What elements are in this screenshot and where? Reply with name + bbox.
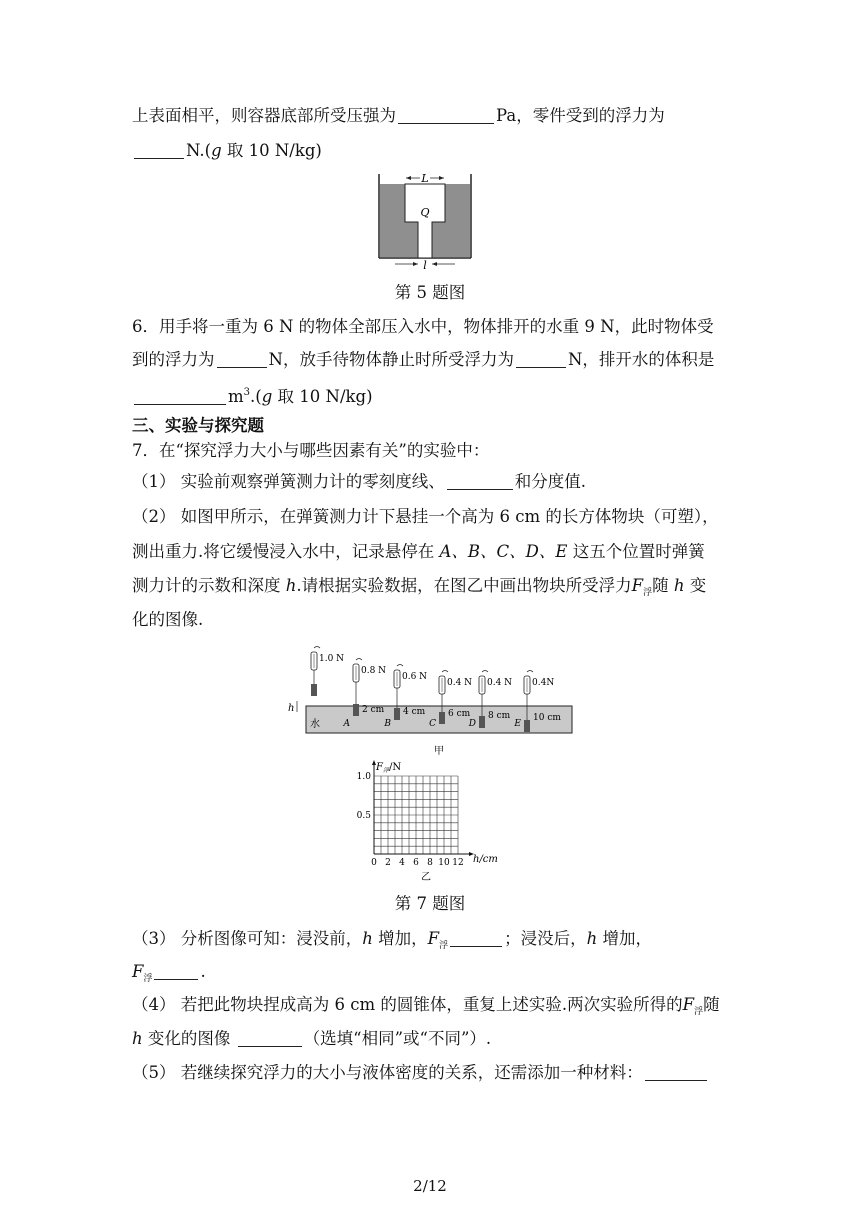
- q7-part-1: [132, 470, 586, 494]
- depth-label: 2 cm: [362, 705, 385, 715]
- answer-blank[interactable]: [134, 140, 184, 159]
- x-tick-label: 12: [452, 858, 464, 868]
- q7-part-2-line-1: （2） 如图甲所示，在弹簧测力计下悬挂一个高为 6 cm 的长方体物块（可塑），: [132, 507, 719, 526]
- q7-part-5: [132, 1061, 709, 1085]
- position-label: D: [468, 719, 476, 729]
- depth-label: 4 cm: [403, 707, 426, 717]
- answer-grid[interactable]: [374, 776, 458, 854]
- q7-text: .请根据实验数据，在图乙中画出物块所受浮力: [296, 576, 632, 595]
- spring-scale-unit: [311, 647, 344, 697]
- x-tick-label: 0: [371, 858, 377, 868]
- q6-line-1: 6．用手将一重为 6 N 的物体全部压入水中，物体排开的水重 9 N，此时物体受: [132, 317, 714, 336]
- section-title: 三、实验与探究题: [132, 416, 264, 435]
- F-symbol: F: [682, 995, 695, 1014]
- q6-line-3: [132, 381, 373, 409]
- q7-text: （5） 若继续探究浮力的大小与液体密度的关系，还需添加一种材料：: [132, 1063, 643, 1082]
- q7-text: （选填“相同”或“不同”）.: [303, 1029, 492, 1048]
- page-number: 2/12: [413, 1177, 447, 1195]
- block: [439, 712, 445, 724]
- figure-7-jia: [284, 646, 574, 758]
- q7-text: （4） 若把此物块捏成高为 6 cm 的圆锥体，重复上述实验.两次实验所得的: [132, 995, 683, 1014]
- label-L: L: [421, 172, 429, 185]
- x-tick-label: 6: [413, 858, 419, 868]
- position-label: C: [429, 719, 436, 729]
- h-symbol: h: [285, 576, 297, 595]
- answer-blank[interactable]: [154, 961, 198, 980]
- depth-label: 8 cm: [488, 711, 511, 721]
- q7-part-4-line-1: [132, 993, 720, 1024]
- subscript: 浮: [439, 941, 449, 951]
- subscript: 浮: [694, 1007, 704, 1017]
- q7-text: 测力计的示数和深度: [132, 576, 286, 595]
- q6-line-2: [132, 348, 714, 372]
- q7-text: （1） 实验前观察弹簧测力计的零刻度线、: [132, 472, 445, 491]
- h-symbol: h: [673, 576, 685, 595]
- label-Q: Q: [420, 206, 430, 219]
- q5-text: 上表面相平，则容器底部所受压强为: [132, 106, 396, 125]
- q7-text: 随: [703, 995, 720, 1014]
- water-label: 水: [310, 719, 320, 730]
- q6-text: m: [228, 387, 244, 406]
- scale-reading: 0.6 N: [402, 672, 428, 682]
- h-symbol: h: [132, 1029, 143, 1048]
- x-tick-label: 8: [427, 858, 433, 868]
- depth-label: 6 cm: [448, 709, 471, 719]
- label-l: l: [423, 259, 427, 270]
- F-symbol: F: [427, 929, 440, 948]
- q7-text: 增加，: [372, 929, 428, 948]
- sub-caption-yi: 乙: [421, 872, 431, 883]
- q7-part-3-line-2: [132, 960, 206, 991]
- q7-intro: 7．在“探究浮力大小与哪些因素有关”的实验中：: [132, 441, 490, 460]
- y-tick-label: 1.0: [356, 772, 371, 782]
- h-symbol: h: [586, 929, 598, 948]
- q7-text: 和分度值.: [514, 472, 586, 491]
- q7-part-4-line-2: [132, 1027, 491, 1051]
- x-tick-label: 2: [385, 858, 391, 868]
- F-symbol: F: [631, 576, 644, 595]
- q7-text: （3） 分析图像可知：浸没前，: [132, 929, 363, 948]
- depth-label: 10 cm: [533, 713, 561, 723]
- spring-scale-unit: [513, 671, 561, 733]
- position-label: B: [384, 719, 391, 729]
- position-label: E: [514, 719, 521, 729]
- y-tick-label: 0.5: [356, 811, 371, 821]
- answer-blank[interactable]: [238, 1028, 302, 1047]
- figure-7-yi: [346, 758, 506, 886]
- q7-text: 变: [684, 576, 707, 595]
- q5-text: 取 10 N/kg): [221, 141, 322, 160]
- q5-line-2: [132, 139, 322, 163]
- answer-blank[interactable]: [398, 105, 494, 124]
- q6-text: .(: [250, 387, 262, 406]
- q7-text: .: [200, 962, 206, 981]
- h-symbol: h: [362, 929, 373, 948]
- subscript: 浮: [143, 974, 153, 984]
- q7-text: 增加，: [597, 929, 652, 948]
- q7-part-2-line-4: 化的图像.: [132, 610, 204, 629]
- block: [353, 704, 359, 716]
- sub-caption-jia: 甲: [434, 746, 444, 757]
- block: [311, 684, 317, 696]
- q6-text: 取 10 N/kg): [272, 387, 373, 406]
- q6-text: 到的浮力为: [132, 350, 215, 369]
- figure-5-caption: 第 5 题图: [394, 283, 466, 302]
- y-axis-label: $F_浮/N$: [376, 762, 402, 774]
- figure-7-caption: 第 7 题图: [394, 894, 466, 913]
- q6-text: N，排开水的体积是: [567, 350, 715, 369]
- g-symbol: g: [211, 141, 222, 160]
- answer-blank[interactable]: [447, 471, 513, 490]
- scale-reading: 0.4 N: [487, 678, 513, 688]
- q5-text: N.(: [186, 141, 212, 160]
- scale-reading: 0.8 N: [361, 666, 387, 676]
- answer-blank[interactable]: [450, 928, 502, 947]
- answer-blank[interactable]: [217, 349, 267, 368]
- spring-scale-unit: [468, 671, 512, 730]
- x-tick-label: 10: [438, 858, 450, 868]
- q7-text: ；浸没后，: [504, 929, 587, 948]
- q7-text: 变化的图像: [142, 1029, 236, 1048]
- block: [479, 716, 485, 728]
- scale-reading: 1.0 N: [319, 654, 345, 664]
- answer-blank[interactable]: [645, 1062, 707, 1081]
- q7-part-3-line-1: [132, 927, 652, 958]
- q7-text: 测出重力.将它缓慢浸入水中，记录悬停在: [132, 542, 440, 561]
- scale-reading: 0.4 N: [447, 678, 473, 688]
- x-axis-label: h/cm: [473, 854, 498, 865]
- q7-part-2-line-3: [132, 574, 706, 605]
- q5-line-1: [132, 104, 665, 128]
- subscript: 浮: [643, 588, 653, 598]
- q7-text: 随: [652, 576, 674, 595]
- figure-5-container: [375, 172, 475, 270]
- position-letters: A、B、C、D、E: [439, 542, 568, 561]
- q7-part-2-line-2: [132, 540, 705, 564]
- position-label: A: [343, 719, 350, 729]
- block: [394, 708, 400, 720]
- q5-text: Pa，零件受到的浮力为: [496, 106, 665, 125]
- F-symbol: F: [132, 962, 144, 981]
- q7-text: 这五个位置时弹簧: [567, 542, 705, 561]
- q6-text: N，放手待物体静止时所受浮力为: [268, 350, 514, 369]
- block: [524, 720, 530, 732]
- answer-blank[interactable]: [134, 386, 226, 405]
- superscript: 3: [243, 387, 251, 398]
- g-symbol: g: [261, 387, 273, 406]
- x-tick-label: 4: [399, 858, 405, 868]
- h-label: h: [288, 703, 295, 714]
- answer-blank[interactable]: [516, 349, 566, 368]
- scale-reading: 0.4N: [532, 678, 555, 688]
